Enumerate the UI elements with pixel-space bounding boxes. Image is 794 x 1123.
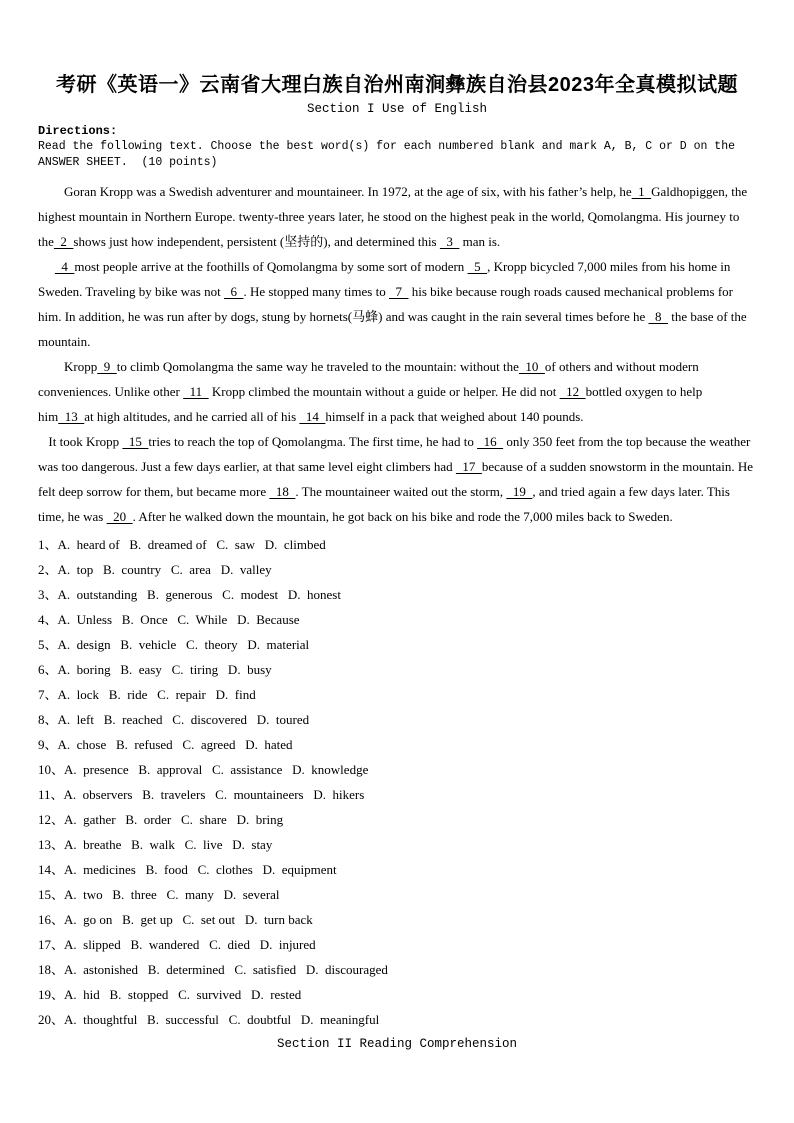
question-9: 9、A. chose B. refused C. agreed D. hated [38, 737, 293, 752]
blank-16: 16 [477, 434, 504, 449]
directions-block [38, 123, 756, 170]
question-list [38, 532, 756, 1032]
blank-9: 9 [97, 359, 117, 374]
question-1: 1、A. heard of B. dreamed of C. saw D. climbed [38, 537, 326, 552]
blank-2: 2 [53, 234, 74, 249]
passage-paragraph-3: Kropp 9 to climb Qomolangma the same way he traveled to the mountain: without the 10 of others and without modern conveniences. Unlike other 11 Kropp climbed the mountain without a guide or helper. He did not 12 bottled oxygen to help him 13 at high altitudes, and he carried all of his 14 himself in a pack that weighed about 140 pounds. [38, 359, 703, 424]
blank-15: 15 [122, 434, 149, 449]
blank-8: 8 [648, 309, 668, 324]
blank-10: 10 [518, 359, 545, 374]
section-2-heading: Section II Reading Comprehension [276, 1037, 518, 1051]
question-14: 14、A. medicines B. food C. clothes D. equipment [38, 862, 337, 877]
blank-12: 12 [559, 384, 586, 399]
blank-1: 1 [631, 184, 652, 199]
question-19: 19、A. hid B. stopped C. survived D. rested [38, 987, 302, 1002]
question-4: 4、A. Unless B. Once C. While D. Because [38, 612, 300, 627]
blank-11: 11 [183, 384, 209, 399]
question-11: 11、A. observers B. travelers C. mountaineers D. hikers [38, 787, 365, 802]
blank-5: 5 [467, 259, 488, 274]
question-10: 10、A. presence B. approval C. assistance D. knowledge [38, 762, 369, 777]
blank-14: 14 [299, 409, 326, 424]
question-18: 18、A. astonished B. determined C. satisfied D. discouraged [38, 962, 388, 977]
question-6: 6、A. boring B. easy C. tiring D. busy [38, 662, 272, 677]
passage-paragraph-2: 4 most people arrive at the foothills of Qomolangma by some sort of modern 5 , Kropp bicycled 7,000 miles from his home in Sweden. Traveling by bike was not 6 . He stopped many times to 7 his bike because rough roads caused mechanical problems for him. In addition, he was run after by dogs, stung by hornets(马蜂) and was caught in the rain several times before he 8 the base of the mountain. [38, 259, 747, 349]
blank-18: 18 [269, 484, 296, 499]
blank-17: 17 [455, 459, 482, 474]
question-15: 15、A. two B. three C. many D. several [38, 887, 280, 902]
question-12: 12、A. gather B. order C. share D. bring [38, 812, 284, 827]
blank-4: 4 [54, 259, 75, 274]
directions-text: Read the following text. Choose the best word(s) for each numbered blank and mark A, B, C or D on the ANSWER SHEET. (10 points) [38, 140, 742, 169]
question-7: 7、A. lock B. ride C. repair D. find [38, 687, 256, 702]
question-17: 17、A. slipped B. wandered C. died D. injured [38, 937, 316, 952]
blank-19: 19 [506, 484, 533, 499]
blank-7: 7 [388, 284, 409, 299]
passage-paragraph-1: Goran Kropp was a Swedish adventurer and mountaineer. In 1972, at the age of six, with his father’s help, he 1 Galdhopiggen, the highest mountain in Northern Europe. twenty-three years later, he stood on the highest peak in the world, Qomolangma. His journey to the 2 shows just how independent, persistent (坚持的), and determined this 3 man is. [38, 184, 748, 249]
question-16: 16、A. go on B. get up C. set out D. turn back [38, 912, 313, 927]
blank-3: 3 [439, 234, 460, 249]
blank-13: 13 [58, 409, 85, 424]
blank-20: 20 [106, 509, 133, 524]
question-2: 2、A. top B. country C. area D. valley [38, 562, 272, 577]
question-13: 13、A. breathe B. walk C. live D. stay [38, 837, 273, 852]
cloze-passage [38, 179, 756, 529]
blank-6: 6 [223, 284, 244, 299]
directions-label: Directions: [38, 124, 118, 138]
question-5: 5、A. design B. vehicle C. theory D. material [38, 637, 310, 652]
question-8: 8、A. left B. reached C. discovered D. toured [38, 712, 310, 727]
question-3: 3、A. outstanding B. generous C. modest D. honest [38, 587, 341, 602]
exam-title: 考研《英语一》云南省大理白族自治州南涧彝族自治县2023年全真模拟试题 [56, 74, 738, 96]
question-20: 20、A. thoughtful B. successful C. doubtful D. meaningful [38, 1012, 380, 1027]
section-1-heading: Section I Use of English [306, 102, 488, 116]
passage-paragraph-4: It took Kropp 15 tries to reach the top of Qomolangma. The first time, he had to 16 only 350 feet from the top because the weather was too dangerous. Just a few days earlier, at that same level eight climbers had 17 because of a sudden snowstorm in the mountain. He felt deep sorrow for them, but became more 18 . The mountaineer waited out the storm, 19 , and tried again a few days later. This time, he was 20 . After he walked down the mountain, he got back on his bike and rode the 7,000 miles back to Sweden. [38, 434, 754, 524]
